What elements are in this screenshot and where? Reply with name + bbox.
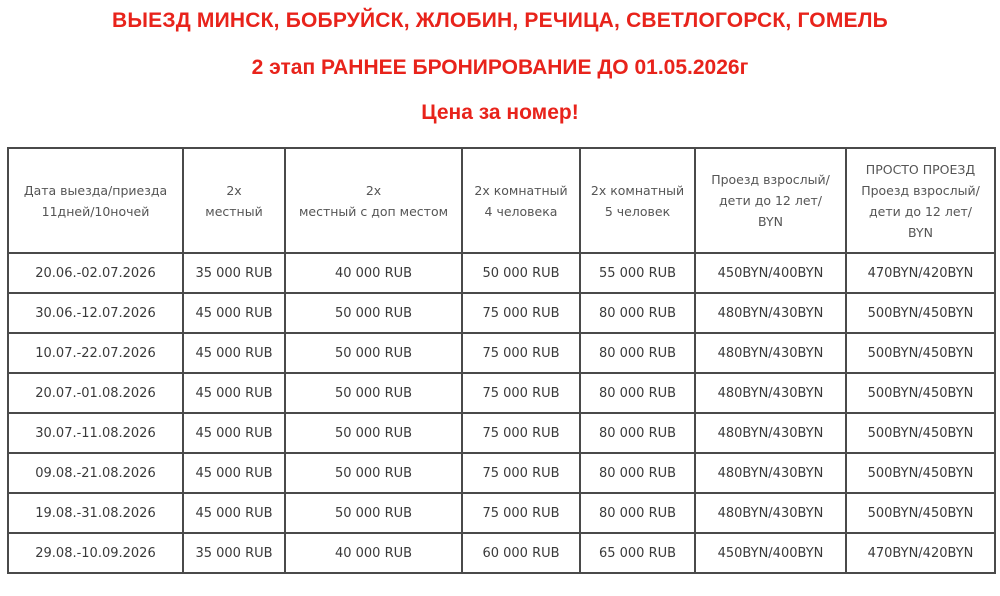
column-header-line: Проезд взрослый/ [861,182,980,198]
price-cell: 500BYN/450BYN [846,293,995,333]
column-header-line: 11дней/10ночей [41,203,150,219]
column-header-line: местный [205,203,263,219]
table-row [8,413,995,453]
column-header-line: 2х [365,182,382,198]
price-cell: 35 000 RUB [183,253,285,293]
price-cell: 500BYN/450BYN [846,333,995,373]
column-header-two-room-4 [462,148,580,253]
date-range-cell: 10.07.-22.07.2026 [8,333,183,373]
price-cell: 45 000 RUB [183,293,285,333]
price-cell: 45 000 RUB [183,333,285,373]
price-cell: 45 000 RUB [183,373,285,413]
column-header-double [183,148,285,253]
price-cell: 80 000 RUB [580,373,695,413]
date-range-cell: 20.06.-02.07.2026 [8,253,183,293]
price-cell: 480BYN/430BYN [695,453,846,493]
table-row [8,453,995,493]
price-cell: 75 000 RUB [462,333,580,373]
price-cell: 470BYN/420BYN [846,253,995,293]
price-cell: 450BYN/400BYN [695,253,846,293]
price-table [7,147,996,574]
price-cell: 50 000 RUB [462,253,580,293]
price-cell: 80 000 RUB [580,493,695,533]
column-header-line: Дата выезда/приезда [23,182,168,198]
date-range-cell: 20.07.-01.08.2026 [8,373,183,413]
column-header-line: 5 человек [604,203,671,219]
price-cell: 50 000 RUB [285,293,462,333]
table-row [8,493,995,533]
table-row [8,253,995,293]
table-row [8,373,995,413]
price-cell: 40 000 RUB [285,253,462,293]
header-row [8,148,995,253]
price-cell: 80 000 RUB [580,333,695,373]
early-booking-heading: 2 этап РАННЕЕ БРОНИРОВАНИЕ ДО 01.05.2026г [251,56,749,79]
price-cell: 480BYN/430BYN [695,413,846,453]
price-cell: 55 000 RUB [580,253,695,293]
column-header-two-room-5 [580,148,695,253]
price-cell: 500BYN/450BYN [846,453,995,493]
price-cell: 35 000 RUB [183,533,285,573]
date-range-cell: 30.06.-12.07.2026 [8,293,183,333]
column-header-line: BYN [758,214,783,229]
price-cell: 75 000 RUB [462,413,580,453]
price-table-header [8,148,995,253]
price-cell: 65 000 RUB [580,533,695,573]
column-header-line: 2х [226,182,242,198]
price-cell: 500BYN/450BYN [846,493,995,533]
price-cell: 80 000 RUB [580,413,695,453]
price-cell: 40 000 RUB [285,533,462,573]
price-cell: 45 000 RUB [183,413,285,453]
price-cell: 450BYN/400BYN [695,533,846,573]
column-header-line: 2х комнатный [590,182,685,198]
price-cell: 500BYN/450BYN [846,413,995,453]
price-cell: 50 000 RUB [285,413,462,453]
column-header-line: 2х комнатный [474,182,568,198]
price-cell: 500BYN/450BYN [846,373,995,413]
date-range-cell: 19.08.-31.08.2026 [8,493,183,533]
price-cell: 50 000 RUB [285,453,462,493]
column-header-double-extra [285,148,462,253]
price-cell: 480BYN/430BYN [695,293,846,333]
column-header-line: 4 человека [484,203,558,219]
price-cell: 75 000 RUB [462,373,580,413]
price-cell: 75 000 RUB [462,293,580,333]
price-cell: 480BYN/430BYN [695,373,846,413]
departure-cities-heading: ВЫЕЗД МИНСК, БОБРУЙСК, ЖЛОБИН, РЕЧИЦА, СВЕТЛОГОРСК, ГОМЕЛЬ [112,9,888,32]
column-header-line: дети до 12 лет/ [868,203,973,219]
price-table-body [8,253,995,573]
column-header-travel [695,148,846,253]
price-cell: 50 000 RUB [285,493,462,533]
price-cell: 75 000 RUB [462,453,580,493]
date-range-cell: 09.08.-21.08.2026 [8,453,183,493]
price-cell: 80 000 RUB [580,453,695,493]
column-header-travel-only [846,148,995,253]
column-header-line: дети до 12 лет/ [718,193,823,208]
column-header-line: BYN [908,224,933,240]
price-cell: 80 000 RUB [580,293,695,333]
table-row [8,533,995,573]
table-row [8,293,995,333]
price-cell: 480BYN/430BYN [695,493,846,533]
price-cell: 50 000 RUB [285,333,462,373]
column-header-line: ПРОСТО ПРОЕЗД [865,161,976,177]
price-cell: 50 000 RUB [285,373,462,413]
price-cell: 45 000 RUB [183,493,285,533]
price-cell: 60 000 RUB [462,533,580,573]
table-row [8,333,995,373]
price-per-room-heading: Цена за номер! [421,101,579,124]
date-range-cell: 29.08.-10.09.2026 [8,533,183,573]
price-cell: 470BYN/420BYN [846,533,995,573]
column-header-line: местный с доп местом [298,203,449,219]
date-range-cell: 30.07.-11.08.2026 [8,413,183,453]
column-header-line: Проезд взрослый/ [711,172,830,187]
price-cell: 480BYN/430BYN [695,333,846,373]
price-cell: 45 000 RUB [183,453,285,493]
column-header-dates [8,148,183,253]
price-cell: 75 000 RUB [462,493,580,533]
